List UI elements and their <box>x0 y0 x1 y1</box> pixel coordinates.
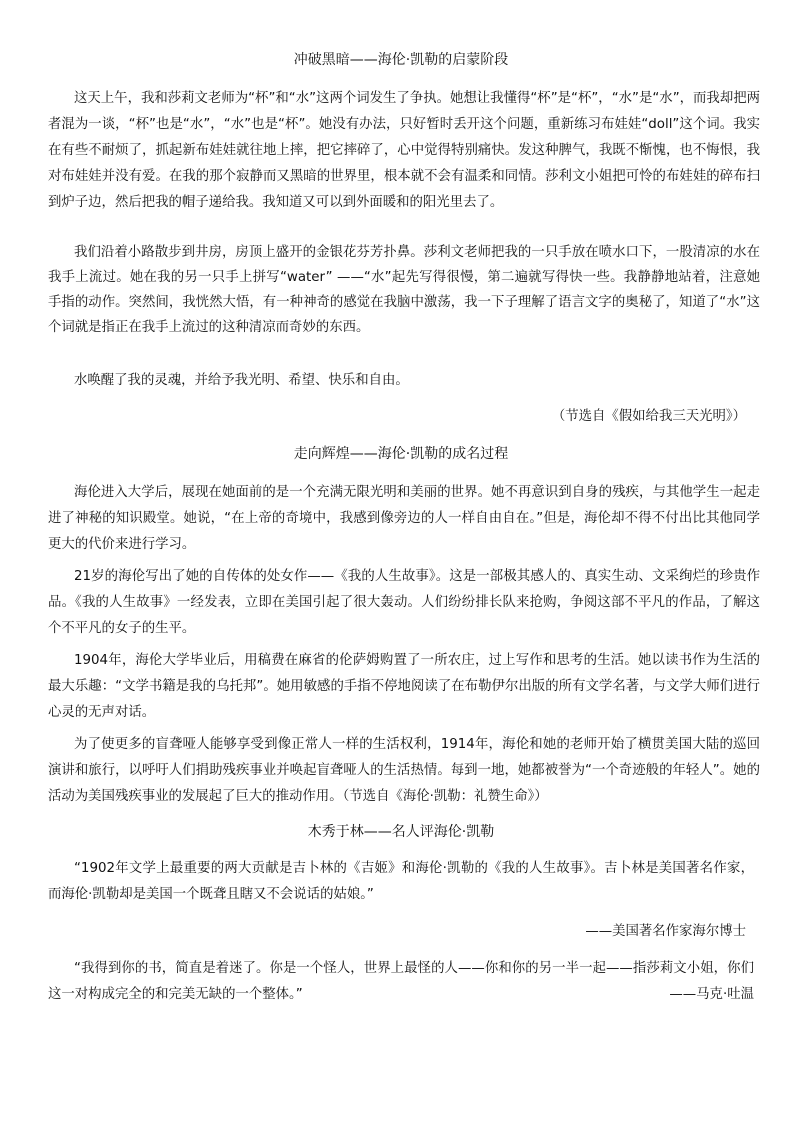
section-title-praise: 木秀于林——名人评海伦·凯勒 <box>307 824 495 840</box>
paragraph-awakening: 水唤醒了我的灵魂，并给予我光明、希望、快乐和自由。 <box>74 373 409 388</box>
section-title-enlightenment: 冲破黑暗——海伦·凯勒的启蒙阶段 <box>293 52 509 68</box>
quote-attribution-hale: ——美国著名作家海尔博士 <box>585 924 746 939</box>
section-title-fame: 走向辉煌——海伦·凯勒的成名过程 <box>293 446 509 462</box>
paragraph-story-of-my-life: 21岁的海伦写出了她的自传体的处女作——《我的人生故事》。这是一部极其感人的、真实生动、文采绚烂的珍贵作品。《我的人生故事》一经发表，立即在美国引起了很大轰动。人们纷纷排长队来抢购，争阅这部不平凡的作品，了解这个不平凡的女子的生平。 <box>48 569 760 636</box>
paragraph-cup-and-water: 这天上午，我和莎莉文老师为“杯”和“水”这两个词发生了争执。她想让我懂得“杯”是“杯”，“水”是“水”，而我却把两者混为一谈，“杯”也是“水”，“水”也是“杯”。她没有办法，只好暂时丢开这个问题，重新练习布娃娃“doll”这个词。我实在有些不耐烦了，抓起新布娃娃就往地上摔，把它摔碎了，心中觉得特别痛快。发这种脾气，我既不惭愧，也不悔恨，我对布娃娃并没有爱。在我的那个寂静而又黑暗的世界里，根本就不会有温柔和同情。莎利文小姐把可怜的布娃娃的碎布扫到炉子边，然后把我的帽子递给我。我知道又可以到外面暖和的阳光里去了。 <box>48 91 760 210</box>
paragraph-farm-and-reading: 1904年，海伦大学毕业后，用稿费在麻省的伦萨姆购置了一所农庄，过上写作和思考的生活。她以读书作为生活的最大乐趣：“文学书籍是我的乌托邦”。她用敏感的手指不停地阅读了在布勒伊尔出版的所有文学名著，与文学大师们进行心灵的无声对话。 <box>48 653 760 720</box>
paragraph-lecture-tour: 为了使更多的盲聋哑人能够享受到像正常人一样的生活权利，1914年，海伦和她的老师开始了横贯美国大陆的巡回演讲和旅行，以呼吁人们捐助残疾事业并唤起盲聋哑人的生活热情。每到一地，她都被誉为“一个奇迹般的年轻人”。她的活动为美国残疾事业的发展起了巨大的推动作用。（节选自《海伦·凯勒：礼赞生命》） <box>48 737 760 804</box>
quote-mark-twain <box>48 956 754 1008</box>
quote-mark-twain-text: “我得到你的书，简直是着迷了。你是一个怪人，世界上最怪的人——你和你的另一半一起——指莎莉文小姐，你们这一对构成完全的和完美无缺的一个整体。” <box>48 961 754 1002</box>
quote-attribution-mark-twain: ——马克·吐温 <box>669 987 754 1002</box>
quote-literary-contribution: “1902年文学上最重要的两大贡献是吉卜林的《吉姬》和海伦·凯勒的《我的人生故事》。吉卜林是美国著名作家，而海伦·凯勒却是美国一个既聋且瞎又不会说话的姑娘。” <box>48 861 754 902</box>
paragraph-well-house: 我们沿着小路散步到井房，房顶上盛开的金银花芬芳扑鼻。莎利文老师把我的一只手放在喷水口下，一股清凉的水在我手上流过。她在我的另一只手上拼写“water” ——“水”起先写得很慢，第二遍就写得快一些。我静静地站着，注意她手指的动作。突然间，我恍然大悟，有一种神奇的感觉在我脑中激荡，我一下子理解了语言文字的奥秘了，知道了“水”这个词就是指正在我手上流过的这种清凉而奇妙的东西。 <box>48 245 760 335</box>
paragraph-university: 海伦进入大学后，展现在她面前的是一个充满无限光明和美丽的世界。她不再意识到自身的残疾，与其他学生一起走进了神秘的知识殿堂。她说，“在上帝的奇境中，我感到像旁边的人一样自由自在。”但是，海伦却不得不付出比其他同学更大的代价来进行学习。 <box>48 485 760 552</box>
source-citation-three-days: （节选自《假如给我三天光明》） <box>551 409 746 424</box>
